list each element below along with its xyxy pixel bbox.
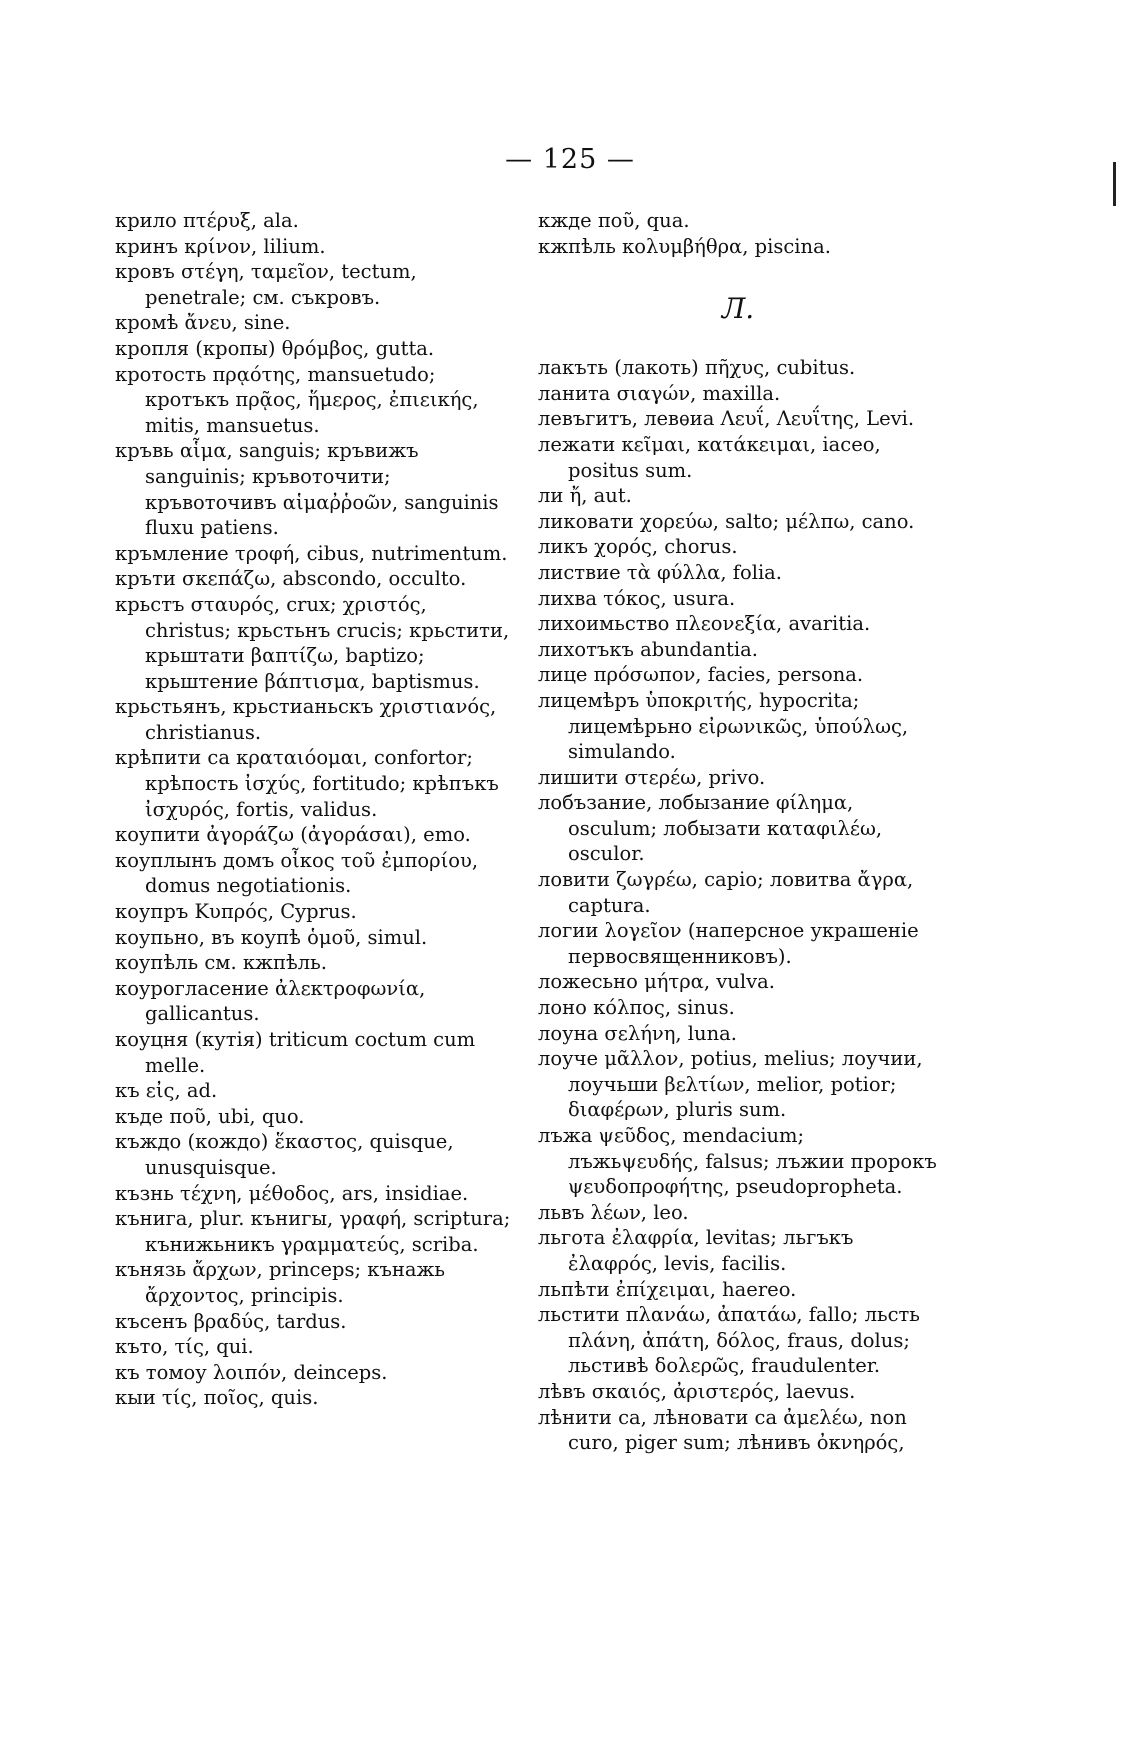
dictionary-entry: кровъ στέγη, ταμεῖον, tectum, penetrale; см. съкровъ.	[115, 260, 417, 309]
dictionary-entry: крьстъ σταυρός, crux; χριστός, christus; крьстьнъ crucis; крьстити, крьштати βαπτίζω, baptizo; крьштение βάπτισμα, baptismus.	[115, 592, 510, 693]
dictionary-entry: лѣнити са, лѣновати са ἀμελέω, non curo, piger sum; лѣнивъ ὀκνηρός,	[538, 1405, 907, 1455]
left-column	[115, 208, 515, 1411]
dictionary-entry: крѣпити са κραταιόομαι, confortor; крѣпость ἰσχύς, fortitudo; крѣпъкъ ἰσχυρός, fortis, validus.	[115, 746, 499, 821]
dictionary-entry: лихва τόκος, usura.	[538, 586, 736, 610]
dictionary-entry: ловити ζωγρέω, capio; ловитва ἄγρα, captura.	[538, 868, 914, 917]
dictionary-entry: крьстьянъ, крьстианьскъ χριστιανός, christianus.	[115, 695, 497, 744]
dictionary-entry: коупѣль см. кжпѣль.	[115, 951, 327, 975]
dictionary-entry: лихотъкъ abundantia.	[538, 637, 758, 661]
dictionary-entry: лоуна σελήνη, luna.	[538, 1021, 737, 1045]
right-column	[538, 208, 938, 1456]
dictionary-entry: листвие τὰ φύλλα, folia.	[538, 560, 783, 584]
dictionary-entry: левъгитъ, левѳиа Λευΐ, Λευΐτης, Levi.	[538, 407, 915, 431]
dictionary-entry: кринъ κρίνον, lilium.	[115, 234, 326, 258]
dictionary-entry: лишити στερέω, privo.	[538, 765, 766, 789]
dictionary-entry: лице πρόσωπον, facies, persona.	[538, 663, 864, 687]
dictionary-entry: лакъть (лакоть) πῆχυς, cubitus.	[538, 356, 856, 380]
dictionary-entry: коурогласение ἀλεκτροφωνία, gallicantus.	[115, 976, 426, 1026]
dictionary-entry: кънига, plur. кънигы, γραφή, scriptura; кънижьникъ γραμματεύς, scriba.	[115, 1207, 511, 1256]
dictionary-entry: кжде ποῦ, qua.	[538, 209, 690, 232]
dictionary-entry: кръмление τροφή, cibus, nutrimentum.	[115, 541, 508, 565]
dictionary-entry: крило πτέρυξ, ala.	[115, 209, 299, 232]
dictionary-entry: кыи τίς, ποῖος, quis.	[115, 1386, 319, 1410]
dictionary-entry: лихоимьство πλεονεξία, avaritia.	[538, 612, 871, 636]
page-edge-mark	[1113, 162, 1116, 206]
dictionary-entry: къде ποῦ, ubi, quo.	[115, 1104, 305, 1128]
dictionary-entry: коуплынъ домъ οἶκος τοῦ ἐμπορίου, domus negotiationis.	[115, 848, 479, 898]
dictionary-entry: кжпѣль κολυμβήθρα, piscina.	[538, 234, 831, 258]
dictionary-entry: ложесьно μήτρα, vulva.	[538, 970, 775, 994]
dictionary-entry: лоуче μᾶλλον, potius, melius; лоучии, лоучьши βελτίων, melior, potior; διαφέρων, pluris sum.	[538, 1047, 923, 1122]
dictionary-entry: къ томоу λοιπόν, deinceps.	[115, 1360, 388, 1384]
dictionary-entry: льгота ἐλαφρία, levitas; льгъкъ ἐλαφρός, levis, facilis.	[538, 1226, 854, 1275]
dictionary-entry: кропля (кропы) θρόμβος, gutta.	[115, 336, 435, 360]
dictionary-entry: къждо (кождо) ἕκαστος, quisque, unusquisque.	[115, 1130, 454, 1179]
dictionary-entry: ли ἤ, aut.	[538, 484, 632, 508]
dictionary-entry: кръти σκεπάζω, abscondo, occulto.	[115, 567, 467, 591]
dictionary-entry: коуцня (кутія) triticum coctum cum melle.	[115, 1028, 476, 1077]
dictionary-entry: кромѣ ἄνευ, sine.	[115, 311, 291, 335]
dictionary-entry: кънязь ἄρχων, princeps; кънажь ἄρχοντος, principis.	[115, 1258, 446, 1307]
dictionary-entry: лъжа ψεῦδος, mendacium; лъжьψευδής, falsus; лъжии пророкъ ψευδοπροφήτης, pseudopropheta.	[538, 1124, 937, 1199]
dictionary-entry: ликовати χορεύω, salto; μέλπω, cano.	[538, 509, 915, 533]
dictionary-entry: ликъ χορός, chorus.	[538, 535, 738, 559]
dictionary-entry: лежати κεῖμαι, κατάκειμαι, iaceo, positus sum.	[538, 432, 881, 482]
dictionary-entry: лицемѣръ ὑποκριτής, hypocrita; лицемѣрьно εἰρωνικῶς, ὑπούλως, simulando.	[538, 688, 909, 764]
dictionary-entry: льстити πλανάω, ἀπατάω, fallo; льсть πλάνη, ἀπάτη, δόλος, fraus, dolus; льстивѣ δολερῶς, fraudulenter.	[538, 1303, 920, 1378]
dictionary-entry: кръвь αἷμα, sanguis; кръвижъ sanguinis; кръвоточити; кръвоточивъ αἱμαῤῥοῶν, sanguinis fluxu patiens.	[115, 439, 499, 540]
dictionary-entry: късенъ βραδύς, tardus.	[115, 1309, 347, 1333]
section-letter: Л.	[721, 292, 755, 326]
dictionary-entry: ланита σιαγών, maxilla.	[538, 381, 781, 405]
dictionary-entry: къто, τίς, qui.	[115, 1335, 254, 1359]
dictionary-entry: львъ λέων, leo.	[538, 1200, 689, 1224]
dictionary-entry: коупити ἀγοράζω (ἀγοράσαι), emo.	[115, 823, 471, 847]
dictionary-entry: кротость πρᾳότης, mansuetudo; кротъкъ πρᾷος, ἥμερος, ἐπιεικής, mitis, mansuetus.	[115, 362, 479, 437]
page-number: — 125 —	[505, 144, 635, 175]
dictionary-entry: лобъзание, лобызание φίλημα, osculum; лобызати καταφιλέω, osculor.	[538, 791, 883, 866]
dictionary-entry: къ εἰς, ad.	[115, 1079, 218, 1103]
dictionary-entry: лоно κόλπος, sinus.	[538, 996, 735, 1020]
dictionary-entry: логии λογεῖον (наперсное украшеніе первосвященниковъ).	[538, 919, 919, 968]
dictionary-entry: льпѣти ἐπίχειμαι, haereo.	[538, 1277, 797, 1301]
dictionary-entry: лѣвъ σκαιός, ἀριστερός, laevus.	[538, 1379, 856, 1403]
dictionary-entry: коупръ Κυπρός, Cyprus.	[115, 900, 357, 924]
dictionary-entry: къзнь τέχνη, μέθοδος, ars, insidiae.	[115, 1181, 469, 1205]
dictionary-entry: коупьно, въ коупѣ ὁμοῦ, simul.	[115, 925, 428, 949]
